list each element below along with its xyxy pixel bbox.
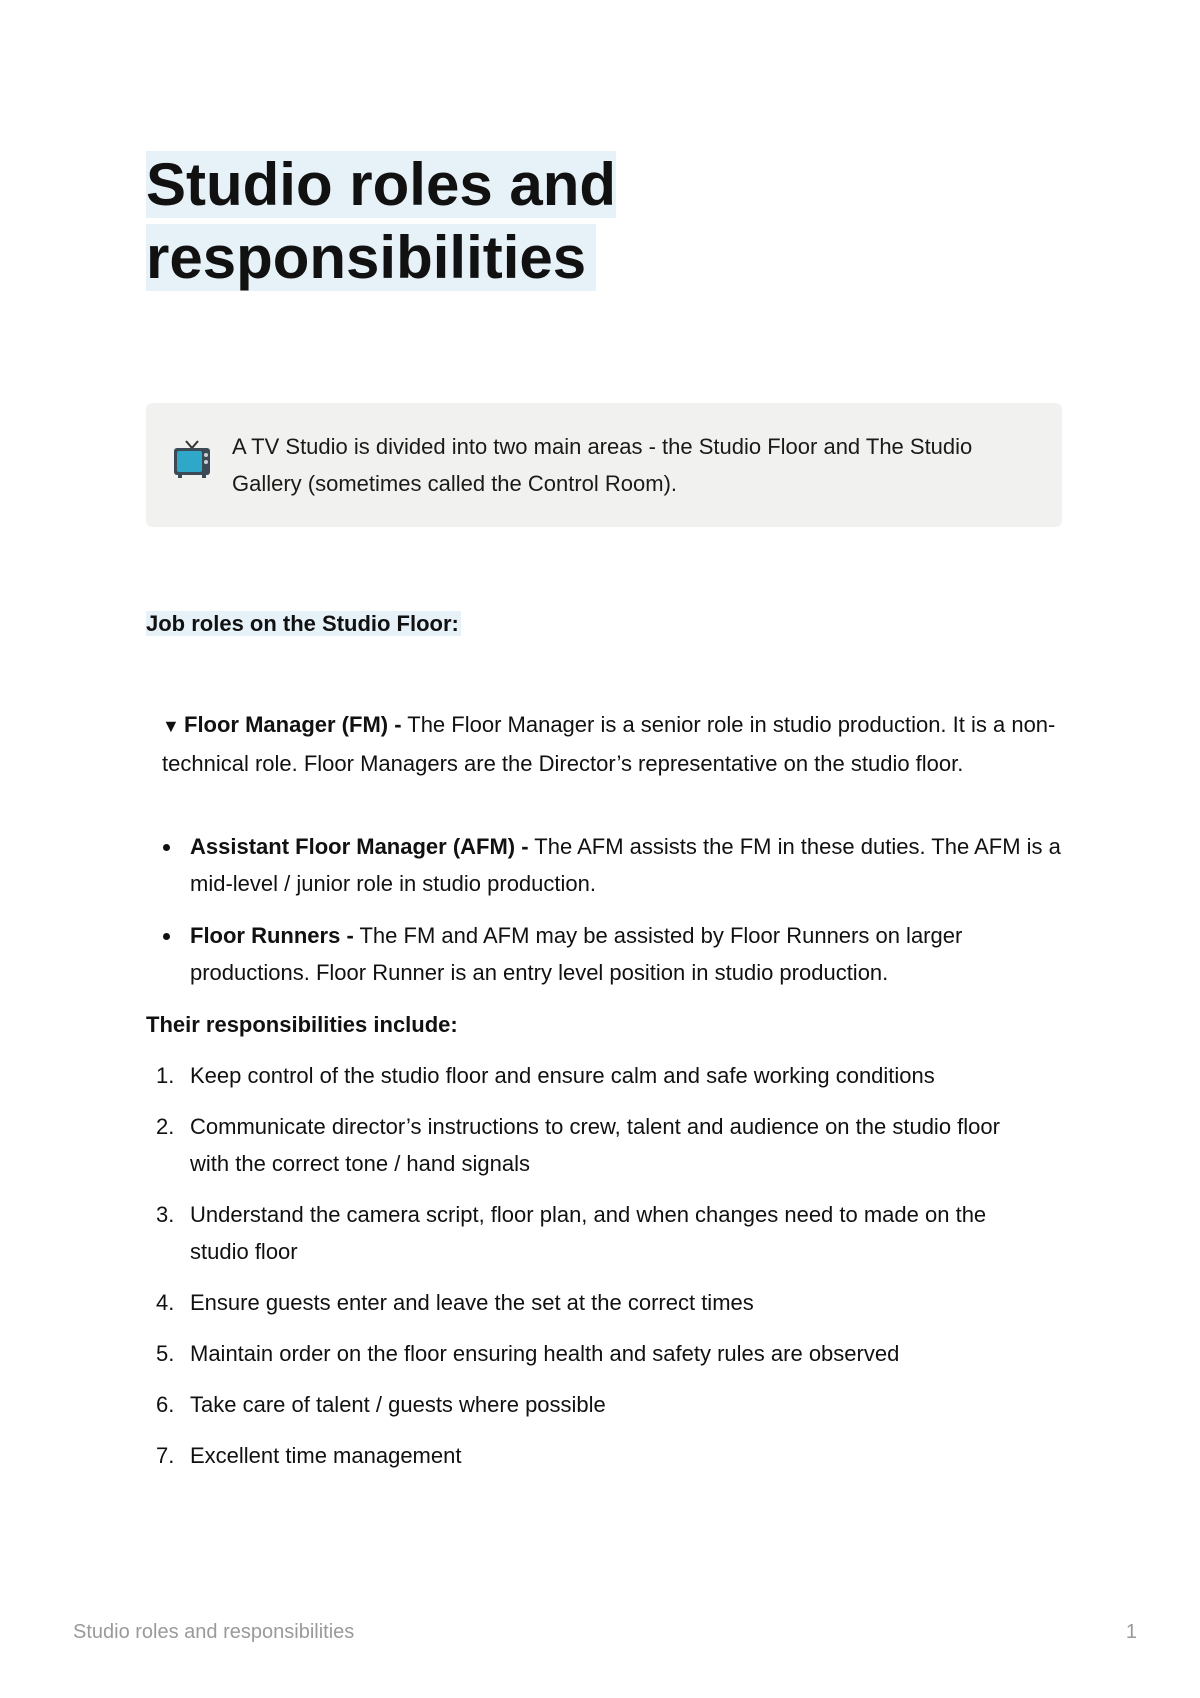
toggle-floor-manager[interactable] <box>162 706 1062 782</box>
item-number: 7. <box>156 1443 175 1468</box>
job-roles-list <box>162 828 1062 1006</box>
list-item-title: Floor Runners - <box>190 923 354 948</box>
responsibilities-heading: Their responsibilities include: <box>146 1012 458 1037</box>
numbered-item <box>156 1196 1056 1270</box>
item-text: Ensure guests enter and leave the set at the correct times <box>190 1290 754 1315</box>
item-text: Understand the camera script, floor plan, and when changes need to made on the studio floor <box>190 1202 987 1264</box>
item-text: Excellent time management <box>190 1443 462 1468</box>
numbered-item <box>156 1386 1056 1423</box>
item-number: 2. <box>156 1114 175 1139</box>
item-text: Communicate director’s instructions to crew, talent and audience on the studio floor with the correct tone / hand signals <box>190 1114 1000 1176</box>
numbered-item <box>156 1057 1056 1094</box>
item-number: 6. <box>156 1392 175 1417</box>
item-text: Take care of talent / guests where possible <box>190 1392 606 1417</box>
list-item-text: The FM and AFM may be assisted by Floor Runners on larger productions. Floor Runner is an entry level position in studio production. <box>190 923 963 985</box>
responsibilities-list <box>156 1057 1056 1488</box>
item-number: 5. <box>156 1341 175 1366</box>
item-number: 1. <box>156 1063 175 1088</box>
item-number: 4. <box>156 1290 175 1315</box>
footer-title: Studio roles and responsibilities <box>73 1621 355 1643</box>
numbered-item <box>156 1108 1056 1182</box>
callout-box <box>146 403 1062 527</box>
toggle-text: The Floor Manager is a senior role in studio production. It is a non-technical role. Floor Managers are the Director’s representative on the studio floor. <box>162 712 1056 776</box>
page-title <box>146 148 686 294</box>
list-item-title: Assistant Floor Manager (AFM) - <box>190 834 529 859</box>
item-number: 3. <box>156 1202 175 1227</box>
item-text: Maintain order on the floor ensuring health and safety rules are observed <box>190 1341 900 1366</box>
list-item <box>162 828 1062 902</box>
toggle-title: Floor Manager (FM) - <box>184 712 402 737</box>
numbered-item <box>156 1437 1056 1474</box>
television-icon <box>172 439 212 479</box>
numbered-item <box>156 1284 1056 1321</box>
callout-text: A TV Studio is divided into two main areas - the Studio Floor and The Studio Gallery (sometimes called the Control Room). <box>232 434 973 496</box>
numbered-item <box>156 1335 1056 1372</box>
section-heading <box>146 609 461 639</box>
list-item-text: The AFM assists the FM in these duties. The AFM is a mid-level / junior role in studio production. <box>190 834 1061 896</box>
footer-page-number: 1 <box>1125 1621 1137 1643</box>
page-title-text: Studio roles and responsibilities <box>146 151 617 291</box>
section-heading-text: Job roles on the Studio Floor: <box>146 611 459 636</box>
toggle-arrow-icon[interactable]: ▼ <box>162 716 180 736</box>
item-text: Keep control of the studio floor and ensure calm and safe working conditions <box>190 1063 935 1088</box>
list-item <box>162 917 1062 991</box>
